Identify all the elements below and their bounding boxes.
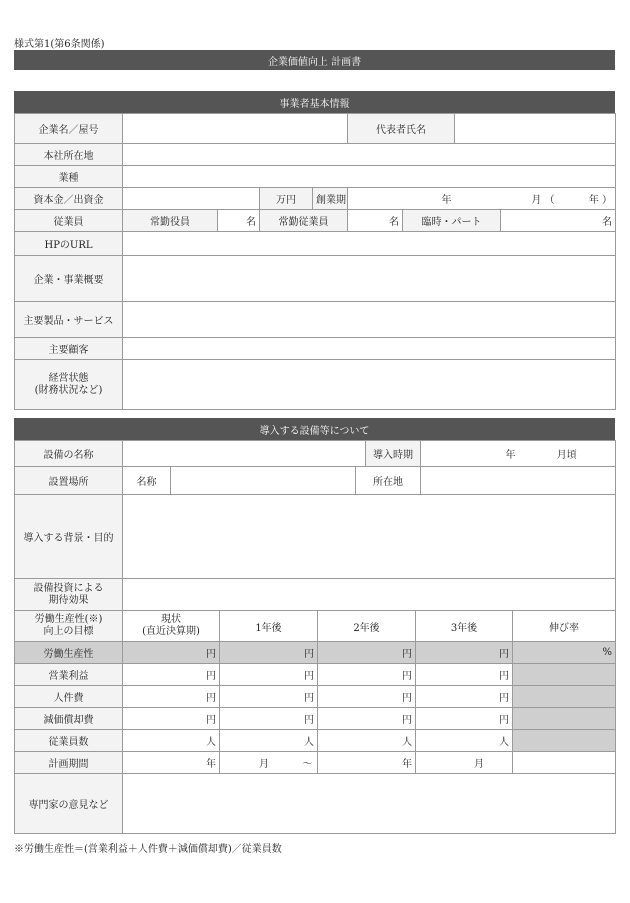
year1-value[interactable]: 円 bbox=[220, 708, 318, 730]
current-header-line2: (直近決算期) bbox=[142, 626, 200, 637]
year3-value[interactable]: 円 bbox=[416, 708, 513, 730]
year2-value[interactable]: 人 bbox=[318, 730, 416, 752]
part-time-label: 臨時・パート bbox=[403, 210, 501, 232]
year3-header: 3年後 bbox=[416, 611, 513, 642]
expected-effect-label bbox=[15, 579, 123, 611]
part-time-count[interactable]: 名 bbox=[501, 210, 616, 232]
founded-year-paren[interactable]: 年 ） bbox=[558, 188, 616, 210]
row-label: 営業利益 bbox=[15, 664, 123, 686]
expert-opinion-field[interactable] bbox=[123, 774, 616, 834]
founded-month[interactable]: 月 （ bbox=[455, 188, 558, 210]
plan-end-month-cell[interactable] bbox=[416, 752, 513, 774]
row-label: 人件費 bbox=[15, 686, 123, 708]
growth-blank bbox=[513, 664, 616, 686]
main-customers-label: 主要顧客 bbox=[15, 338, 123, 360]
year3-value[interactable]: 人 bbox=[416, 730, 513, 752]
install-name-label: 名称 bbox=[123, 467, 171, 495]
founded-label: 創業期 bbox=[313, 188, 348, 210]
current-value[interactable]: 円 bbox=[123, 642, 220, 664]
management-status-line1: 経営状態 bbox=[48, 372, 89, 384]
management-status-line2: (財務状況など) bbox=[34, 384, 103, 396]
employees-label: 従業員 bbox=[15, 210, 123, 232]
growth-value[interactable]: % bbox=[513, 642, 616, 664]
plan-start-year[interactable]: 年 bbox=[123, 752, 220, 774]
equipment-table bbox=[14, 440, 616, 611]
goal-title-label bbox=[15, 611, 123, 642]
install-place-label: 設置場所 bbox=[15, 467, 123, 495]
plan-start-month-cell[interactable] bbox=[220, 752, 318, 774]
install-location-label: 所在地 bbox=[356, 467, 421, 495]
regular-staff-label: 常勤従業員 bbox=[260, 210, 348, 232]
year3-value[interactable]: 円 bbox=[416, 642, 513, 664]
year2-value[interactable]: 円 bbox=[318, 642, 416, 664]
section-equipment-header: 導入する設備等について bbox=[14, 418, 615, 440]
install-name-field[interactable] bbox=[171, 467, 356, 495]
intro-month[interactable]: 月頃 bbox=[519, 441, 616, 467]
year2-value[interactable]: 円 bbox=[318, 686, 416, 708]
current-value[interactable]: 円 bbox=[123, 664, 220, 686]
year1-value[interactable]: 人 bbox=[220, 730, 318, 752]
plan-period-label: 計画期間 bbox=[15, 752, 123, 774]
company-name-field[interactable] bbox=[123, 114, 348, 144]
year3-value[interactable]: 円 bbox=[416, 686, 513, 708]
year1-header: 1年後 bbox=[220, 611, 318, 642]
current-value[interactable]: 円 bbox=[123, 686, 220, 708]
plan-start-month: 月 bbox=[259, 759, 269, 770]
year1-value[interactable]: 円 bbox=[220, 664, 318, 686]
plan-end-month: 月 bbox=[474, 759, 484, 770]
plan-end-blank bbox=[513, 752, 616, 774]
footnote: ※労働生産性＝(営業利益＋人件費＋減価償却費)／従業員数 bbox=[14, 844, 282, 855]
main-customers-field[interactable] bbox=[123, 338, 616, 360]
head-office-label: 本社所在地 bbox=[15, 144, 123, 166]
hp-url-label: HPのURL bbox=[15, 232, 123, 256]
basic-info-table bbox=[14, 113, 616, 410]
current-value[interactable]: 人 bbox=[123, 730, 220, 752]
plan-end-year[interactable]: 年 bbox=[318, 752, 416, 774]
background-field[interactable] bbox=[123, 495, 616, 579]
year2-value[interactable]: 円 bbox=[318, 664, 416, 686]
main-products-field[interactable] bbox=[123, 302, 616, 338]
equipment-name-field[interactable] bbox=[123, 441, 366, 467]
plan-tilde: 〜 bbox=[302, 759, 313, 770]
expected-effect-line2: 期待効果 bbox=[48, 594, 89, 606]
install-location-field[interactable] bbox=[421, 467, 616, 495]
regular-staff-count[interactable]: 名 bbox=[348, 210, 403, 232]
business-overview-field[interactable] bbox=[123, 256, 616, 302]
capital-unit: 万円 bbox=[260, 188, 313, 210]
form-code: 様式第1(第6条関係) bbox=[14, 39, 105, 50]
intro-year[interactable]: 年 bbox=[421, 441, 519, 467]
year1-value[interactable]: 円 bbox=[220, 642, 318, 664]
expert-opinion-label: 専門家の意見など bbox=[15, 774, 123, 834]
representative-field[interactable] bbox=[455, 114, 616, 144]
growth-blank bbox=[513, 730, 616, 752]
productivity-goal-table bbox=[14, 610, 616, 834]
section-basic-info-header: 事業者基本情報 bbox=[14, 91, 615, 113]
industry-field[interactable] bbox=[123, 166, 616, 188]
background-label: 導入する背景・目的 bbox=[15, 495, 123, 579]
current-header-line1: 現状 bbox=[161, 614, 181, 625]
growth-blank bbox=[513, 708, 616, 730]
goal-title-line1: 労働生産性(※) bbox=[34, 614, 103, 625]
growth-blank bbox=[513, 686, 616, 708]
hp-url-field[interactable] bbox=[123, 232, 616, 256]
row-label: 従業員数 bbox=[15, 730, 123, 752]
expected-effect-line1: 設備投資による bbox=[33, 582, 104, 594]
main-products-label: 主要製品・サービス bbox=[15, 302, 123, 338]
current-value[interactable]: 円 bbox=[123, 708, 220, 730]
executives-count[interactable]: 名 bbox=[218, 210, 260, 232]
capital-field[interactable] bbox=[123, 188, 260, 210]
row-label: 減価償却費 bbox=[15, 708, 123, 730]
equipment-name-label: 設備の名称 bbox=[15, 441, 123, 467]
industry-label: 業種 bbox=[15, 166, 123, 188]
company-name-label: 企業名／屋号 bbox=[15, 114, 123, 144]
year2-header: 2年後 bbox=[318, 611, 416, 642]
growth-header: 伸び率 bbox=[513, 611, 616, 642]
executives-label: 常勤役員 bbox=[123, 210, 218, 232]
intro-time-label: 導入時期 bbox=[366, 441, 421, 467]
business-overview-label: 企業・事業概要 bbox=[15, 256, 123, 302]
capital-label: 資本金／出資金 bbox=[15, 188, 123, 210]
current-header bbox=[123, 611, 220, 642]
expected-effect-field[interactable] bbox=[123, 579, 616, 611]
head-office-field[interactable] bbox=[123, 144, 616, 166]
management-status-label bbox=[15, 360, 123, 410]
year2-value[interactable]: 円 bbox=[318, 708, 416, 730]
form-title: 企業価値向上 計画書 bbox=[14, 50, 615, 70]
goal-title-line2: 向上の目標 bbox=[43, 626, 94, 637]
representative-label: 代表者氏名 bbox=[348, 114, 455, 144]
management-status-field[interactable] bbox=[123, 360, 616, 410]
year3-value[interactable]: 円 bbox=[416, 664, 513, 686]
row-label: 労働生産性 bbox=[15, 642, 123, 664]
year1-value[interactable]: 円 bbox=[220, 686, 318, 708]
founded-year[interactable]: 年 bbox=[348, 188, 455, 210]
